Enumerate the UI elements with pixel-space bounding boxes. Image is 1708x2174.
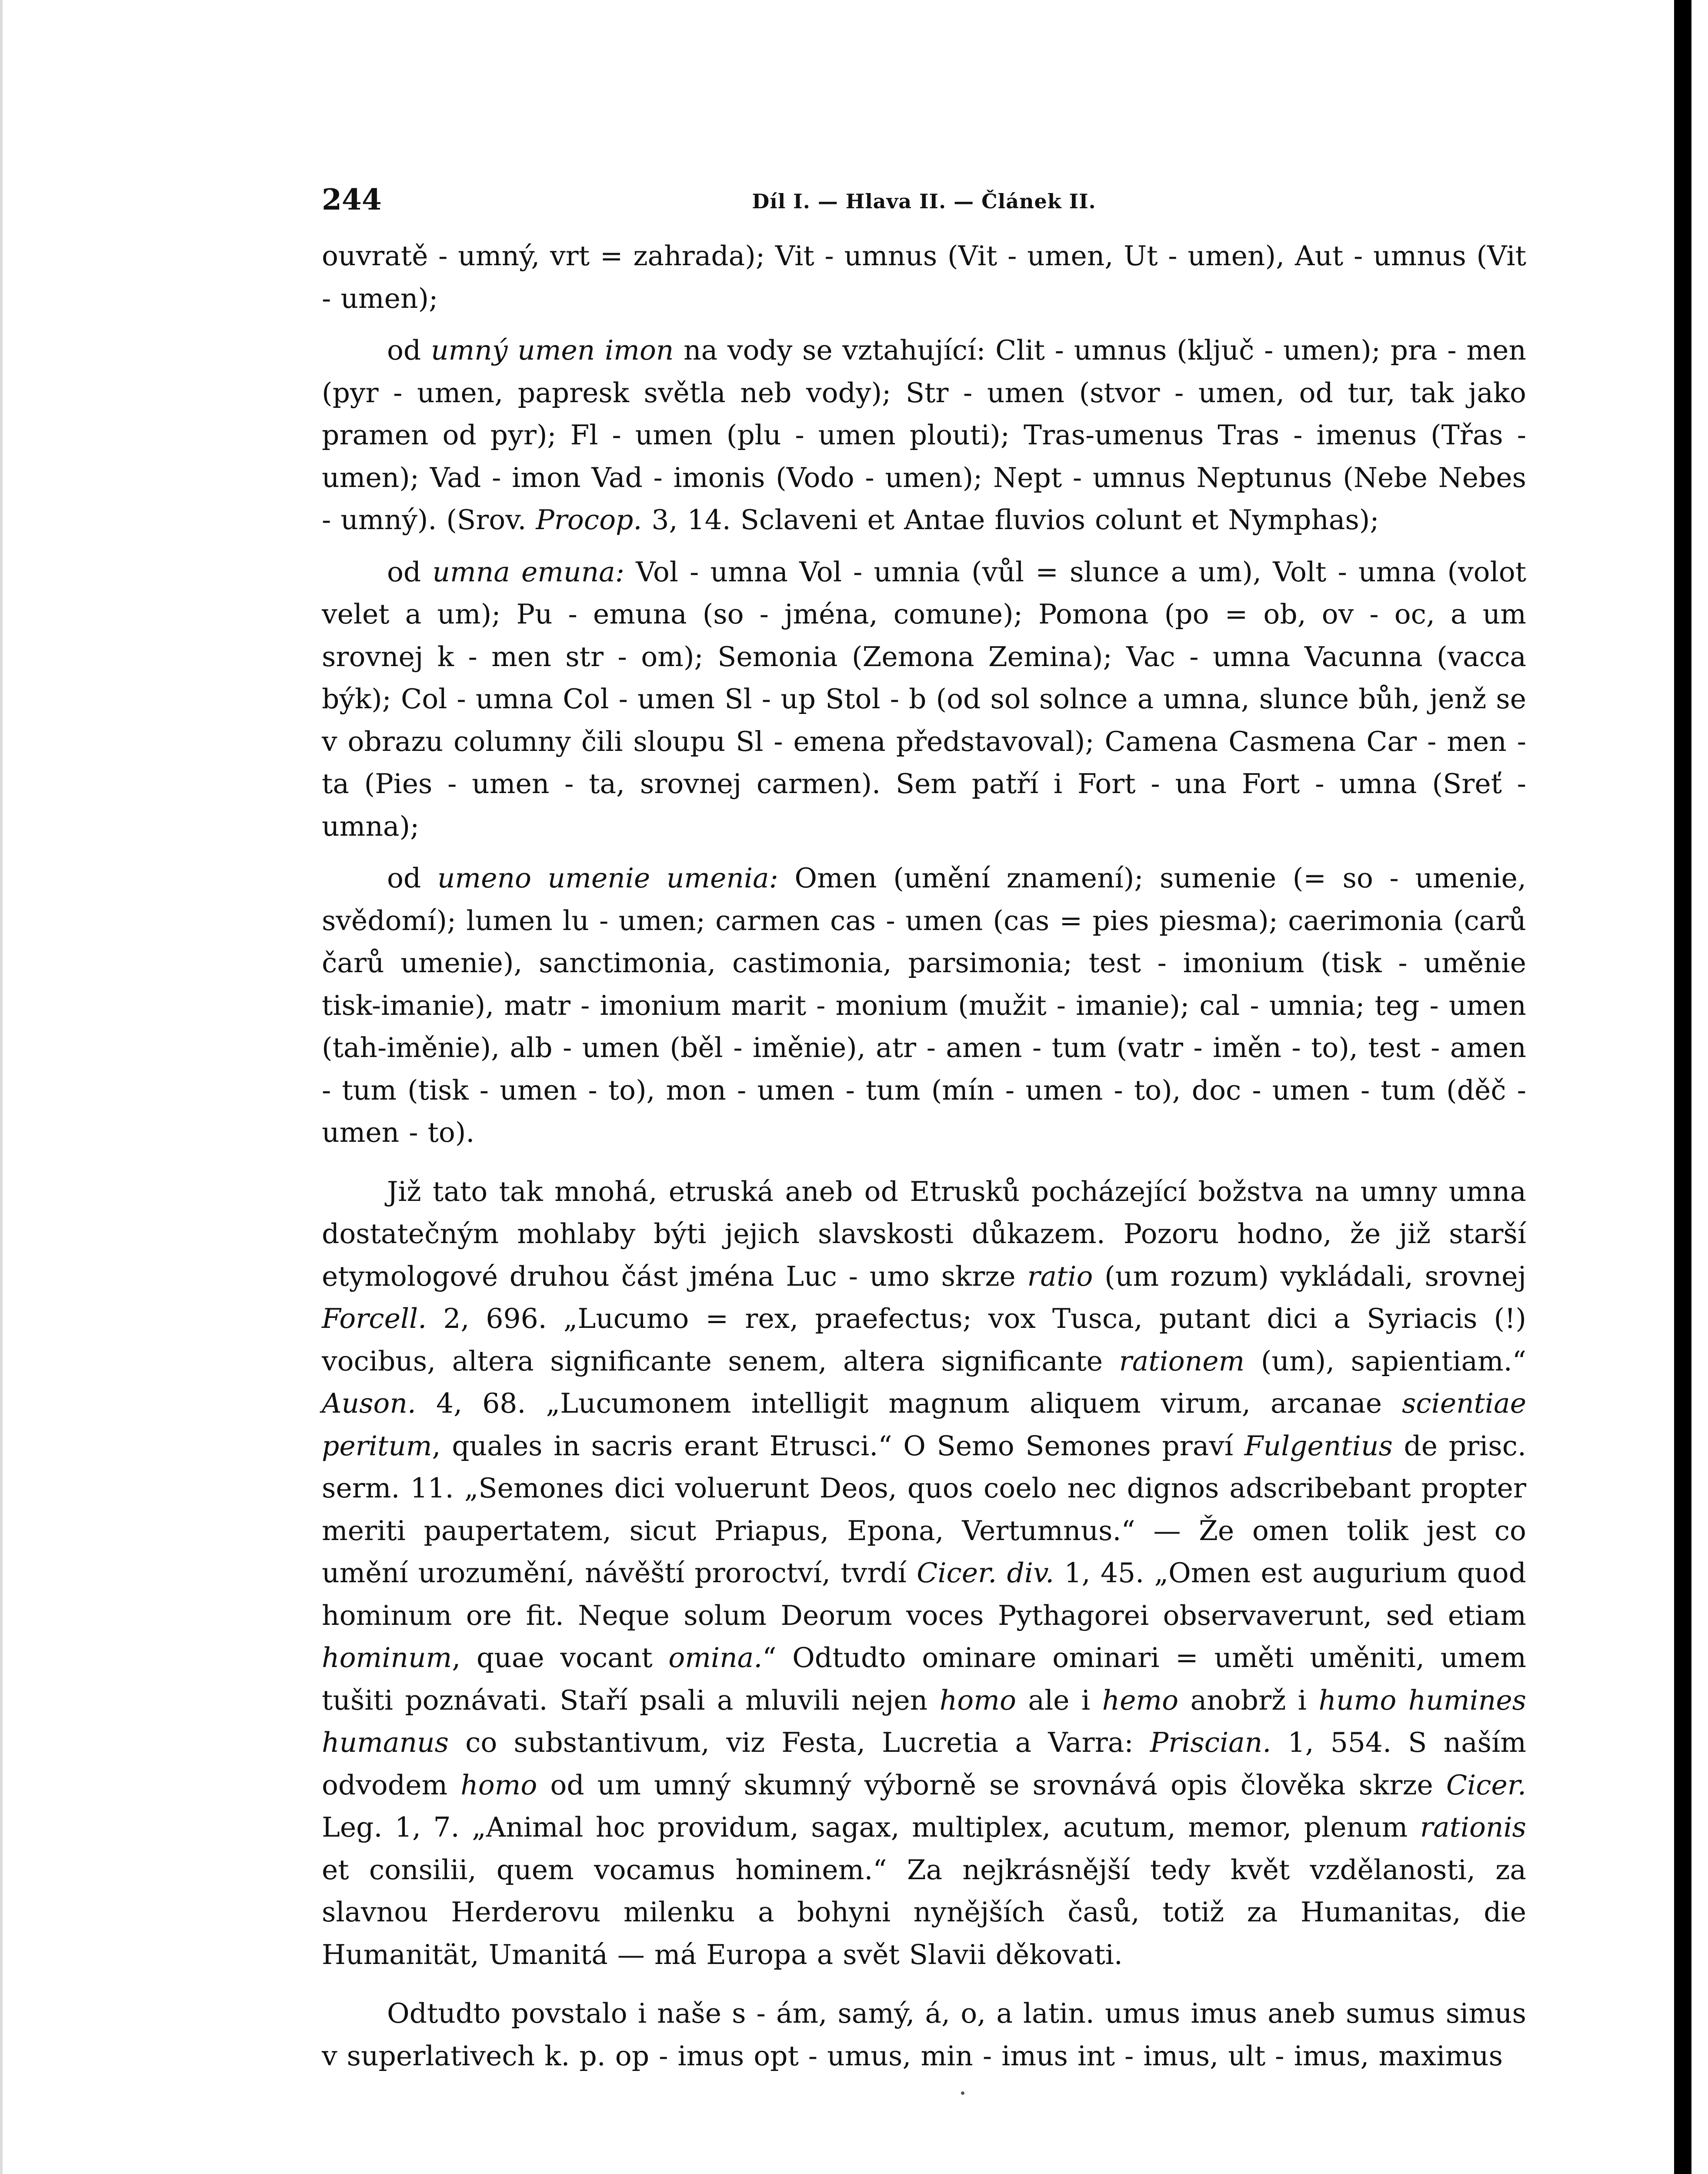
header-title: Díl I. — Hlava II. — Článek II.: [752, 190, 1096, 213]
text-run: na vody se vztahující: Clit - umnus (ključ - umen); pra - men (pyr - umen, papresk světla neb vody); Str - umen (stvor - umen, od tur, tak jako pramen od pyr); Fl - umen (plu - umen plouti); Tras-umenus Tras - imenus (Třas - umen); Vad - imon Vad - imonis (Vodo - umen); Nept - umnus Neptunus (Nebe Nebes - umný). (Srov.: [322, 334, 1526, 536]
italic-citation: umný umen imon: [430, 334, 674, 366]
italic-citation: Procop.: [536, 504, 642, 536]
text-run: et consilii, quem vocamus hominem.“ Za nejkrásnější tedy květ vzdělanosti, za slavnou Herderovu milenku a bohyni nynějších časů, totiž za Humanitas, die Humanität, Umanitá — má Europa a svět Slavii děkovati.: [322, 1854, 1526, 1971]
text-run: 4, 68. „Lucumonem intelligit magnum aliquem virum, arcanae: [416, 1387, 1402, 1419]
italic-citation: Cicer.: [1446, 1769, 1526, 1801]
text-run: Vol - umna Vol - umnia (vůl = slunce a um), Volt - umna (volot velet a um); Pu - emuna (so - jména, comune); Pomona (po = ob, ov - oc, a um srovnej k - men str - om); Semonia (Zemona Zemina); Vac - umna Vacunna (vacca býk); Col - umna Col - umen Sl - up Stol - b (od sol solnce a umna, slunce bůh, jenž se v obrazu columny čili sloupu Sl - emena představoval); Camena Casmena Car - men - ta (Pies - umen - ta, srovnej carmen). Sem patří i Fort - una Fort - umna (Sreť - umna);: [322, 556, 1526, 842]
italic-citation: homo: [939, 1684, 1016, 1716]
italic-citation: Auson.: [322, 1387, 416, 1419]
italic-citation: umna emuna:: [432, 556, 624, 588]
italic-citation: omina.: [668, 1642, 763, 1674]
text-run: od: [387, 334, 431, 366]
italic-citation: humo humines humanus: [322, 1684, 1526, 1758]
text-run: Leg. 1, 7. „Animal hoc providum, sagax, multiplex, acutum, memor, plenum: [322, 1811, 1420, 1843]
text-run: od um umný skumný výborně se srovnává opis člověka skrze: [537, 1769, 1446, 1801]
text-run: 1, 554. S naším odvodem: [322, 1727, 1526, 1801]
paragraph: [322, 329, 1526, 541]
text-run: co substantivum, viz Festa, Lucretia a Varra:: [448, 1727, 1150, 1758]
italic-citation: rationem: [1119, 1345, 1245, 1377]
text-run: Odtudto povstalo i naše s - ám, samý, á, o, a latin. umus imus aneb sumus simus v superlativech k. p. op - imus opt - umus, min - imus int - imus, ult - imus, maximus: [322, 1997, 1526, 2072]
book-page: [322, 174, 1526, 2077]
paragraph: [322, 235, 1526, 320]
body-text: [322, 235, 1526, 2077]
scan-speck: [961, 2091, 964, 2095]
italic-citation: hemo: [1102, 1684, 1179, 1716]
italic-citation: Priscian.: [1150, 1727, 1271, 1758]
paragraph: [322, 551, 1526, 848]
text-run: , quales in sacris erant Etrusci.“ O Semo Semones praví: [432, 1430, 1244, 1462]
running-header: [322, 174, 1526, 222]
text-run: Omen (umění znamení); sumenie (= so - umenie, svědomí); lumen lu - umen; carmen cas - umen (cas = pies piesma); caerimonia (carů čarů umenie), sanctimonia, castimonia, parsimonia; test - imonium (tisk - uměnie tisk-imanie), matr - imonium marit - monium (mužit - imanie); cal - umnia; teg - umen (tah-iměnie), alb - umen (běl - iměnie), atr - amen - tum (vatr - iměn - to), test - amen - tum (tisk - umen - to), mon - umen - tum (mín - umen - to), doc - umen - tum (děč - umen - to).: [322, 862, 1526, 1148]
paragraph: [322, 1170, 1526, 1976]
italic-citation: Cicer. div.: [917, 1557, 1054, 1589]
text-run: ouvratě - umný, vrt = zahrada); Vit - umnus (Vit - umen, Ut - umen), Aut - umnus (Vit - umen);: [322, 240, 1526, 314]
text-run: “ Odtudto ominare ominari = uměti uměniti, umem tušiti poznávati. Staří psali a mluvili nejen: [322, 1642, 1527, 1716]
italic-citation: scientiae peritum: [322, 1387, 1526, 1462]
text-run: anobrž i: [1178, 1684, 1319, 1716]
italic-citation: homo: [460, 1769, 537, 1801]
page-number: 244: [322, 183, 382, 217]
text-run: ale i: [1016, 1684, 1102, 1716]
text-run: (um rozum) vykládali, srovnej: [1093, 1260, 1526, 1292]
text-run: 2, 696. „Lucumo = rex, praefectus; vox Tusca, putant dici a Syriacis (!) vocibus, altera significante senem, altera significante: [322, 1303, 1526, 1377]
paragraph: [322, 1992, 1526, 2077]
italic-citation: rationis: [1420, 1811, 1526, 1843]
scan-right-border: [1674, 0, 1691, 2174]
text-run: de prisc. serm. 11. „Semones dici voluerunt Deos, quos coelo nec dignos adscribebant propter meriti paupertatem, sicut Priapus, Epona, Vertumnus.“ — Že omen tolik jest co umění urozumění, návěští proroctví, tvrdí: [322, 1430, 1526, 1589]
text-run: 3, 14. Sclaveni et Antae fluvios colunt et Nymphas);: [642, 504, 1379, 536]
italic-citation: Forcell.: [322, 1303, 427, 1334]
italic-citation: hominum: [322, 1642, 452, 1674]
text-run: 1, 45. „Omen est augurium quod hominum ore fit. Neque solum Deorum voces Pythagorei observaverunt, sed etiam: [322, 1557, 1526, 1631]
italic-citation: ratio: [1027, 1260, 1093, 1292]
text-run: , quae vocant: [452, 1642, 669, 1674]
italic-citation: umeno umenie umenia:: [437, 862, 778, 894]
italic-citation: Fulgentius: [1244, 1430, 1393, 1462]
scan-left-edge: [0, 0, 3, 2174]
text-run: od: [387, 556, 433, 588]
text-run: od: [387, 862, 437, 894]
paragraph: [322, 857, 1526, 1154]
text-run: Již tato tak mnohá, etruská aneb od Etrusků pocházející božstva na umny umna dostatečným mohlaby býti jejich slavskosti důkazem. Pozoru hodno, že již starší etymologové druhou část jména Luc - umo skrze: [322, 1175, 1526, 1292]
text-run: (um), sapientiam.“: [1244, 1345, 1526, 1377]
